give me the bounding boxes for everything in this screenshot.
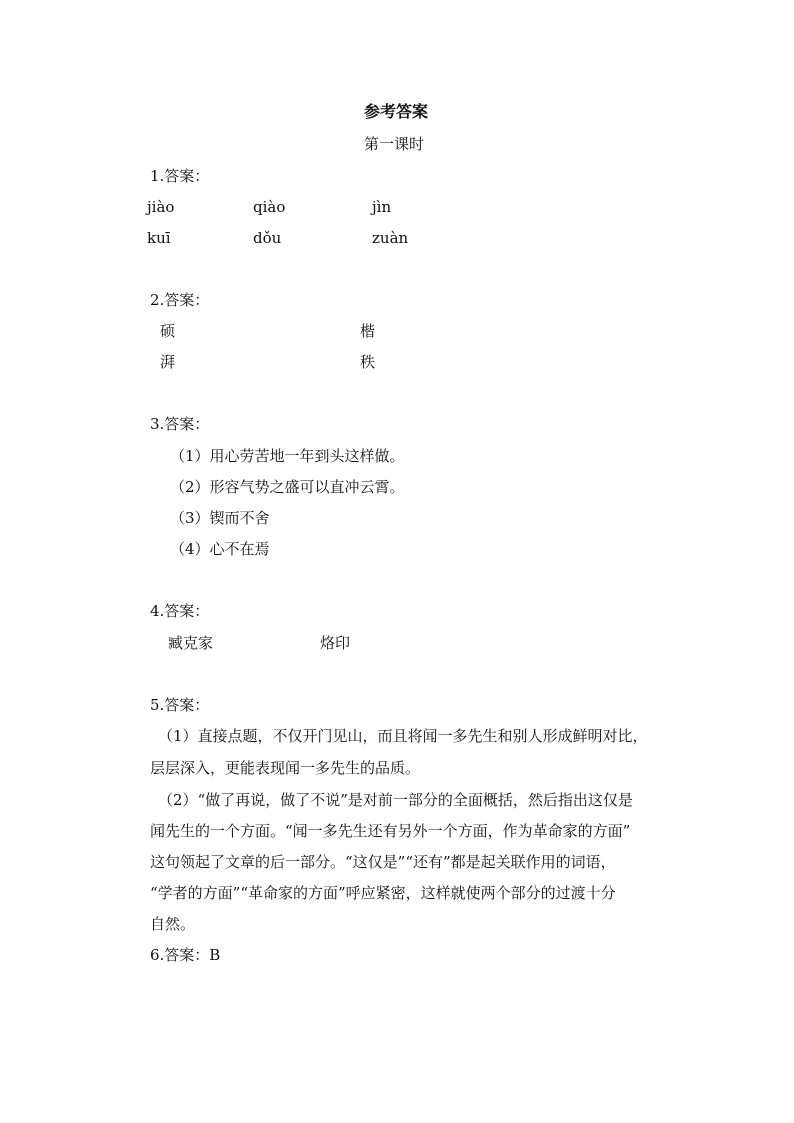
q5-line: 层层深入，更能表现闻一多先生的品质。 <box>150 759 421 777</box>
q3-item: （3）锲而不舍 <box>170 509 270 527</box>
char-item: 楷 <box>360 322 376 340</box>
q3-item: （1）用心劳苦地一年到头这样做。 <box>170 447 405 465</box>
q3-label: 3.答案： <box>150 415 210 433</box>
pinyin-item: jiào <box>147 198 175 216</box>
page-title: 参考答案 <box>364 102 429 121</box>
char-item: 硕 <box>160 322 176 340</box>
q5-label: 5.答案： <box>150 696 210 714</box>
page-subtitle: 第一课时 <box>364 135 425 153</box>
char-item: 秩 <box>360 353 376 371</box>
q5-line: （1）直接点题，不仅开门见山，而且将闻一多先生和别人形成鲜明对比， <box>158 727 648 745</box>
pinyin-item: zuàn <box>372 229 409 247</box>
q5-line: （2）“做了再说，做了不说”是对前一部分的全面概括，然后指出这仅是 <box>158 791 633 809</box>
pinyin-item: dǒu <box>253 229 282 247</box>
q2-label: 2.答案： <box>150 291 210 309</box>
q5-line: 这句领起了文章的后一部分。“这仅是”“还有”都是起关联作用的词语， <box>150 853 616 871</box>
pinyin-item: jìn <box>372 198 392 216</box>
char-item: 湃 <box>160 353 176 371</box>
q6-answer: 6.答案：B <box>150 946 221 964</box>
pinyin-item: qiào <box>253 198 286 216</box>
q3-item: （4）心不在焉 <box>170 540 270 558</box>
q4-item: 臧克家 <box>168 634 214 652</box>
q4-item: 烙印 <box>320 634 351 652</box>
q5-line: “学者的方面”“革命家的方面”呼应紧密，这样就使两个部分的过渡十分 <box>150 884 616 902</box>
pinyin-item: kuī <box>147 229 171 247</box>
q1-label: 1.答案： <box>150 167 210 185</box>
q5-line: 自然。 <box>150 915 196 933</box>
q5-line: 闻先生的一个方面。“闻一多先生还有另外一个方面，作为革命家的方面” <box>150 822 631 840</box>
q3-item: （2）形容气势之盛可以直冲云霄。 <box>170 478 405 496</box>
q4-label: 4.答案： <box>150 602 210 620</box>
